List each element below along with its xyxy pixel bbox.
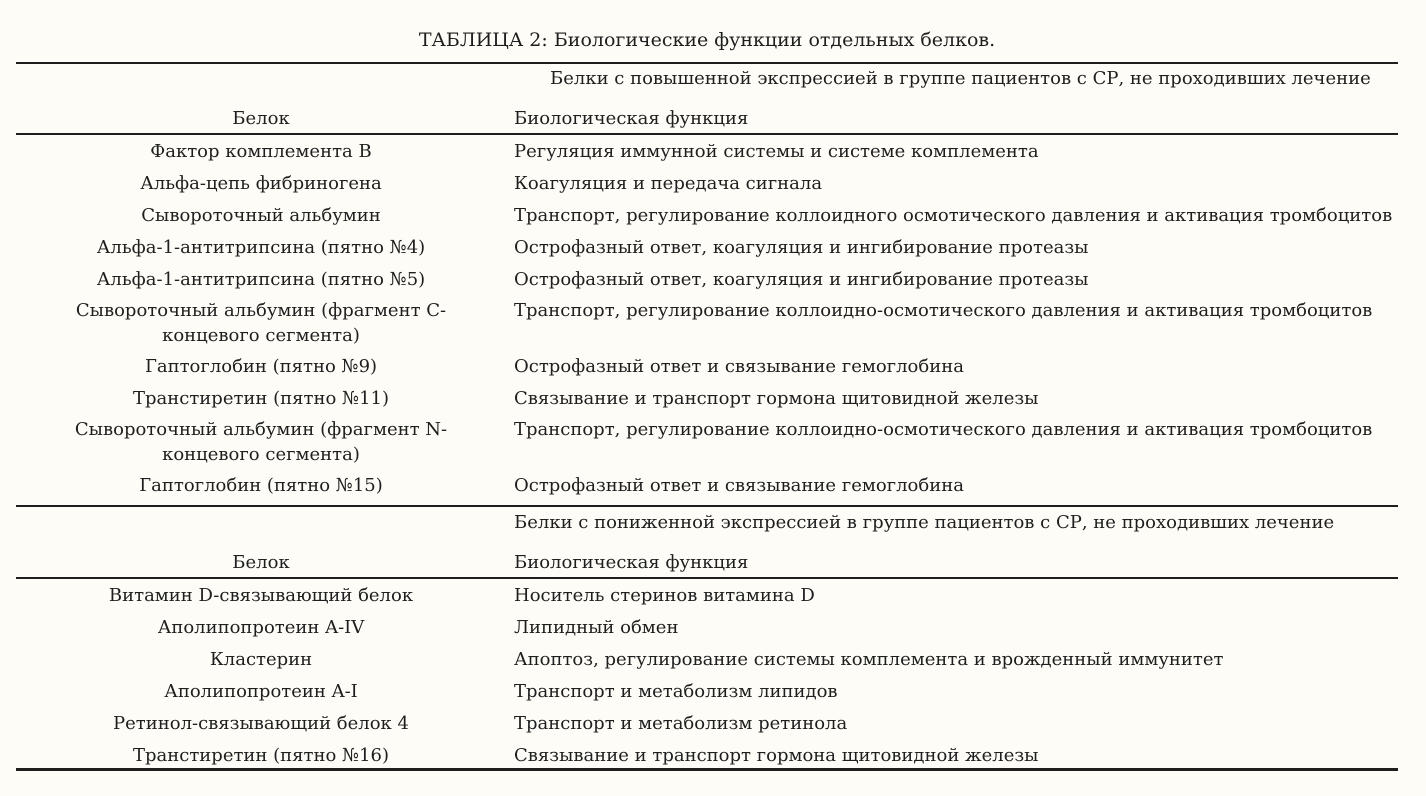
protein-cell: Витамин D-связывающий белок [108,585,414,606]
column-header-function: Биологическая функция [514,552,749,573]
protein-cell: Сывороточный альбумин [141,205,381,226]
table-row [16,351,1398,383]
function-cell: Транспорт, регулирование коллоидного осмотического давления и активация тромбоцитов [514,205,1393,226]
function-cell: Транспорт, регулирование коллоидно-осмотического давления и активация тромбоцитов [514,419,1373,440]
function-cell: Регуляция иммунной системы и системе комплемента [514,141,1039,162]
table-row [16,470,1398,502]
function-cell: Носитель стеринов витамина D [514,585,815,606]
table-row [16,644,1398,676]
function-cell: Транспорт и метаболизм липидов [514,681,838,702]
protein-cell: Альфа-1-антитрипсина (пятно №5) [96,269,426,290]
table-row [16,708,1398,740]
downregulated-rows [16,580,1398,772]
function-cell: Апоптоз, регулирование системы комплемента и врожденный иммунитет [514,649,1224,670]
table-row [16,415,1398,470]
function-cell: Острофазный ответ, коагуляция и ингибирование протеазы [514,237,1089,258]
function-cell: Связывание и транспорт гормона щитовидной железы [514,745,1039,766]
header-rule [16,133,1398,135]
table-row [16,676,1398,708]
table-row [16,296,1398,351]
table-row [16,383,1398,415]
table-row [16,580,1398,612]
function-cell: Транспорт, регулирование коллоидно-осмотического давления и активация тромбоцитов [514,300,1373,321]
header-rule [16,577,1398,579]
table-row [16,612,1398,644]
upregulated-rows [16,136,1398,502]
protein-cell: Гаптоглобин (пятно №9) [144,356,378,377]
protein-cell: Аполипопротеин A-IV [157,617,365,638]
section-divider-rule [16,505,1398,507]
function-cell: Коагуляция и передача сигнала [514,173,823,194]
column-header-protein: Белок [232,552,290,573]
protein-cell: Гаптоглобин (пятно №15) [139,475,383,496]
function-cell: Липидный обмен [514,617,679,638]
table-top-rule [16,62,1398,64]
function-cell: Острофазный ответ и связывание гемоглобина [514,475,964,496]
protein-cell: Фактор комплемента B [150,141,372,162]
table-bottom-rule [16,768,1398,771]
function-cell: Связывание и транспорт гормона щитовидной железы [514,388,1039,409]
function-cell: Острофазный ответ и связывание гемоглобина [514,356,964,377]
table-row [16,136,1398,168]
protein-cell: Аполипопротеин A-I [164,681,358,702]
function-cell: Острофазный ответ, коагуляция и ингибирование протеазы [514,269,1089,290]
table-row [16,232,1398,264]
protein-cell: Альфа-цепь фибриногена [140,173,382,194]
protein-cell: Альфа-1-антитрипсина (пятно №4) [96,237,426,258]
column-header-function: Биологическая функция [514,108,749,129]
section-heading-upregulated: Белки с повышенной экспрессией в группе пациентов с СР, не проходивших лечение [550,68,1371,89]
protein-cell: Ретинол-связывающий белок 4 [113,713,409,734]
function-cell: Транспорт и метаболизм ретинола [514,713,848,734]
protein-cell: Транстиретин (пятно №11) [133,388,389,409]
column-header-protein: Белок [232,108,290,129]
table-row [16,200,1398,232]
protein-cell: Кластерин [209,649,313,670]
protein-cell: Сывороточный альбумин (фрагмент С-концевого сегмента) [75,300,447,346]
document-page [16,0,1398,796]
table-title: ТАБЛИЦА 2: Биологические функции отдельных белков. [418,29,996,51]
table-row [16,168,1398,200]
table-row [16,264,1398,296]
protein-cell: Транстиретин (пятно №16) [133,745,389,766]
section-heading-downregulated: Белки с пониженной экспрессией в группе пациентов с СР, не проходивших лечение [514,512,1335,533]
protein-cell: Сывороточный альбумин (фрагмент N-концевого сегмента) [74,419,448,465]
